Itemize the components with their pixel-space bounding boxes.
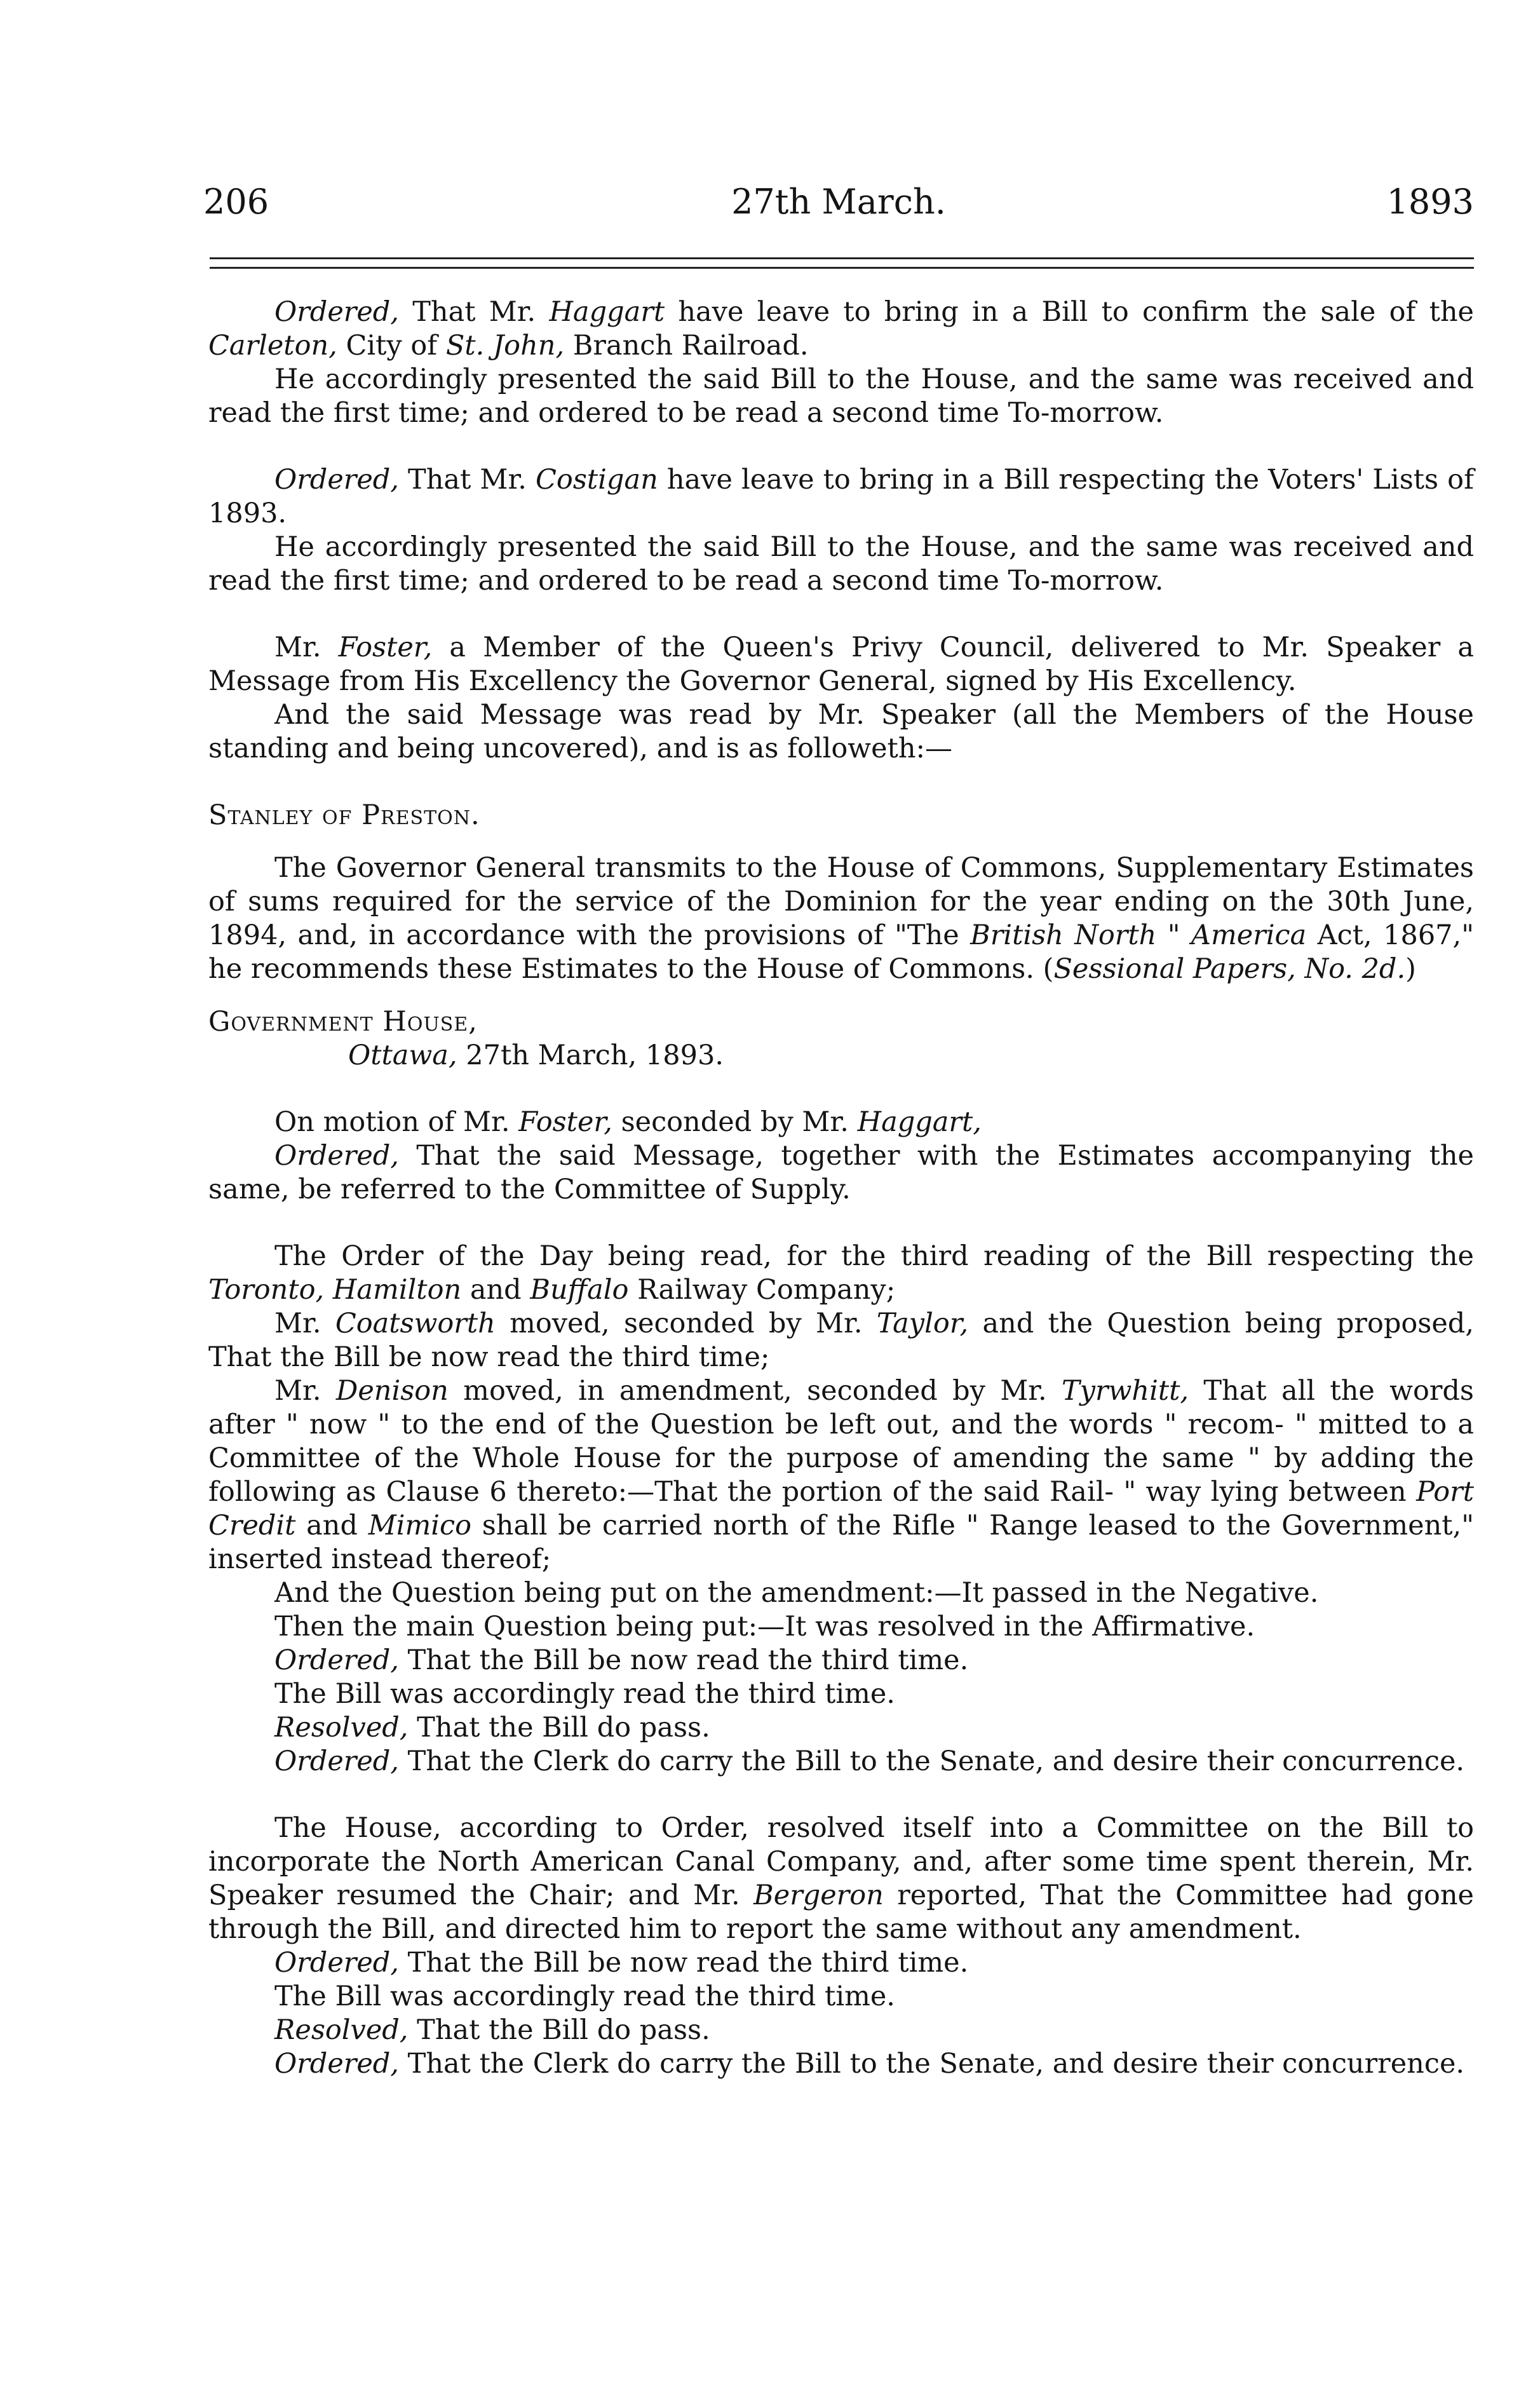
foster-message-paragraph: Mr. Foster, a Member of the Queen's Privy Council, delivered to Mr. Speaker a Message from His Excellency the Governor General, signed by His Excellency. (208, 632, 1475, 697)
closing-place: Government House, (208, 1006, 478, 1038)
resolved-pass-line: Resolved, That the Bill do pass. (274, 1712, 710, 1744)
motion-paragraph: On motion of Mr. Foster, seconded by Mr. Haggart, (274, 1106, 982, 1138)
costigan-leave-paragraph: Ordered, That Mr. Costigan have leave to bring in a Bill respecting the Voters' Lists of 1893. (208, 464, 1474, 529)
haggart-presented-paragraph: He accordingly presented the said Bill to the House, and the same was received and read the first time; and ordered to be read a second time To-morrow. (208, 363, 1474, 429)
third-reading-done-line: The Bill was accordingly read the third time. (274, 1678, 895, 1710)
journal-body (208, 295, 1474, 2081)
order-of-day-paragraph: The Order of the Day being read, for the third reading of the Bill respecting the Toronto, Hamilton and Buffalo Railway Company; (208, 1240, 1474, 1306)
running-header (203, 177, 1474, 227)
denison-amendment-paragraph: Mr. Denison moved, in amendment, seconded by Mr. Tyrwhitt, That all the words after " now " to the end of the Question be left out, and the words " recom- " mitted to a Committee of the Whole House for the purpose of amending the same " by adding the following as Clause 6 thereto:—That the portion of the said Rail- " way lying between Port Credit and Mimico shall be carried north of the Rifle " Range leased to the Government," inserted instead thereof; (208, 1375, 1474, 1575)
senate-order-paragraph: Ordered, That the Clerk do carry the Bill to the Senate, and desire their concurrence. (274, 1745, 1465, 1777)
page-number: 206 (203, 182, 269, 222)
canal-committee-paragraph: The House, according to Order, resolved itself into a Committee on the Bill to incorporate the North American Canal Company, and, after some time spent therein, Mr. Speaker resumed the Chair; and Mr. Bergeron reported, That the Committee had gone through the Bill, and directed him to report the same without any amendment. (208, 1812, 1474, 1945)
header-date: 27th March. (731, 182, 946, 222)
amendment-negative-line: And the Question being put on the amendment:—It passed in the Negative. (274, 1577, 1319, 1609)
third-reading-order-line: Ordered, That the Bill be now read the third time. (274, 1644, 969, 1676)
coatsworth-motion-paragraph: Mr. Coatsworth moved, seconded by Mr. Taylor, and the Question being proposed, That the Bill be now read the third time; (208, 1308, 1474, 1373)
main-question-line: Then the main Question being put:—It was resolved in the Affirmative. (274, 1611, 1255, 1643)
closing-date: Ottawa, 27th March, 1893. (348, 1040, 724, 1071)
message-read-paragraph: And the said Message was read by Mr. Speaker (all the Members of the House standing and being uncovered), and is as followeth:— (208, 699, 1474, 764)
governor-message: The Governor General transmits to the House of Commons, Supplementary Estimates of sums required for the service of the Dominion for the year ending on the 30th June, 1894, and, in accordance with the provisions of "The British North " America Act, 1867," he recommends these Estimates to the House of Commons. (Sessional Papers, No. 2d.) (208, 852, 1474, 985)
haggart-leave-paragraph: Ordered, That Mr. Haggart have leave to bring in a Bill to confirm the sale of the Carleton, City of St. John, Branch Railroad. (208, 296, 1475, 362)
canal-third-reading-done-line: The Bill was accordingly read the third time. (274, 1981, 895, 2012)
supply-order-paragraph: Ordered, That the said Message, together with the Estimates accompanying the same, be referred to the Committee of Supply. (208, 1140, 1474, 1205)
canal-third-reading-order-line: Ordered, That the Bill be now read the third time. (274, 1947, 969, 1979)
canal-resolved-pass-line: Resolved, That the Bill do pass. (274, 2014, 710, 2046)
costigan-presented-paragraph: He accordingly presented the said Bill to the House, and the same was received and read the first time; and ordered to be read a second time To-morrow. (208, 531, 1474, 597)
header-rule-bottom (210, 267, 1474, 269)
header-year: 1893 (1386, 182, 1474, 222)
canal-senate-order-paragraph: Ordered, That the Clerk do carry the Bill to the Senate, and desire their concurrence. (274, 2048, 1465, 2080)
header-rule-top (210, 257, 1474, 259)
signature-line: Stanley of Preston. (208, 799, 480, 831)
